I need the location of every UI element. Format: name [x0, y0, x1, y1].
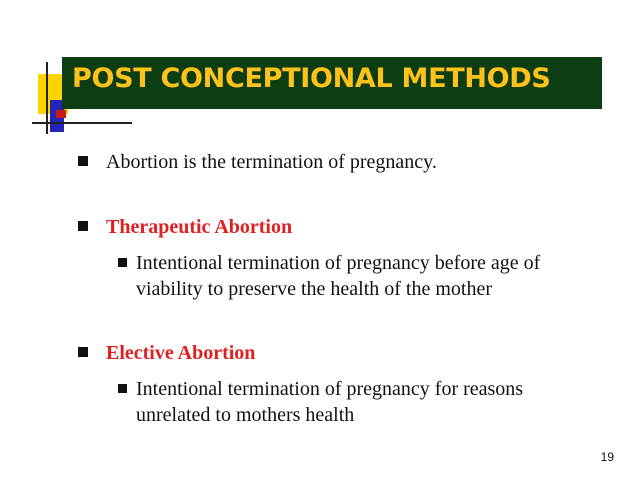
square-bullet-icon	[78, 347, 88, 357]
sub-bullet-item	[118, 376, 598, 428]
bullet-item	[78, 149, 437, 175]
page-number: 19	[600, 450, 614, 464]
bullet-item	[78, 214, 292, 240]
decor-red-square	[56, 110, 66, 118]
square-bullet-icon	[118, 384, 127, 393]
title-bar	[62, 57, 602, 109]
sub-bullet-text: Intentional termination of pregnancy before age of viability to preserve the health of the mother	[136, 252, 541, 300]
bullet-text: Abortion is the termination of pregnancy.	[106, 151, 437, 173]
slide-title: POST CONCEPTIONAL METHODS	[72, 63, 551, 94]
sub-bullet-text: Intentional termination of pregnancy for reasons unrelated to mothers health	[136, 378, 524, 426]
sub-bullet-item	[118, 250, 608, 302]
square-bullet-icon	[118, 258, 127, 267]
bullet-item	[78, 340, 255, 366]
square-bullet-icon	[78, 156, 88, 166]
decor-vertical-line	[46, 62, 48, 134]
bullet-heading: Elective Abortion	[106, 342, 256, 364]
square-bullet-icon	[78, 221, 88, 231]
bullet-heading: Therapeutic Abortion	[106, 216, 293, 238]
